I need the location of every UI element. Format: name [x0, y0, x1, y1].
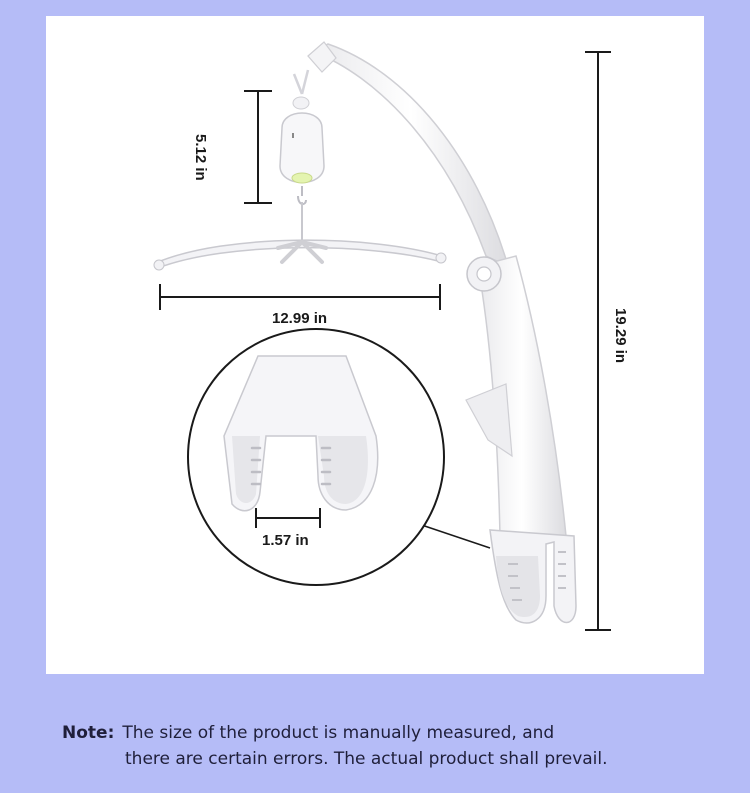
note-line-1: The size of the product is manually measured, and: [122, 723, 555, 743]
product-illustration: [46, 16, 704, 674]
note-label: Note:: [62, 723, 115, 743]
clamp-detail-zoom: [188, 329, 444, 585]
dimension-label-total-height: 19.29 in: [612, 308, 629, 364]
dimension-line-total-height: [585, 52, 611, 630]
dimension-line-width-bar: [160, 284, 440, 310]
dimension-label-height-box: 5.12 in: [192, 134, 209, 181]
music-box: [280, 70, 324, 204]
note-line-2: there are certain errors. The actual product shall prevail.: [125, 749, 608, 769]
dimension-label-width-bar: 12.99 in: [272, 310, 328, 327]
dimension-label-clip-gap: 1.57 in: [262, 532, 309, 549]
dimension-line-height-box: [244, 91, 272, 203]
product-image-panel: [46, 16, 704, 674]
disclaimer-note: [62, 720, 722, 772]
hanging-bar: [154, 202, 446, 270]
